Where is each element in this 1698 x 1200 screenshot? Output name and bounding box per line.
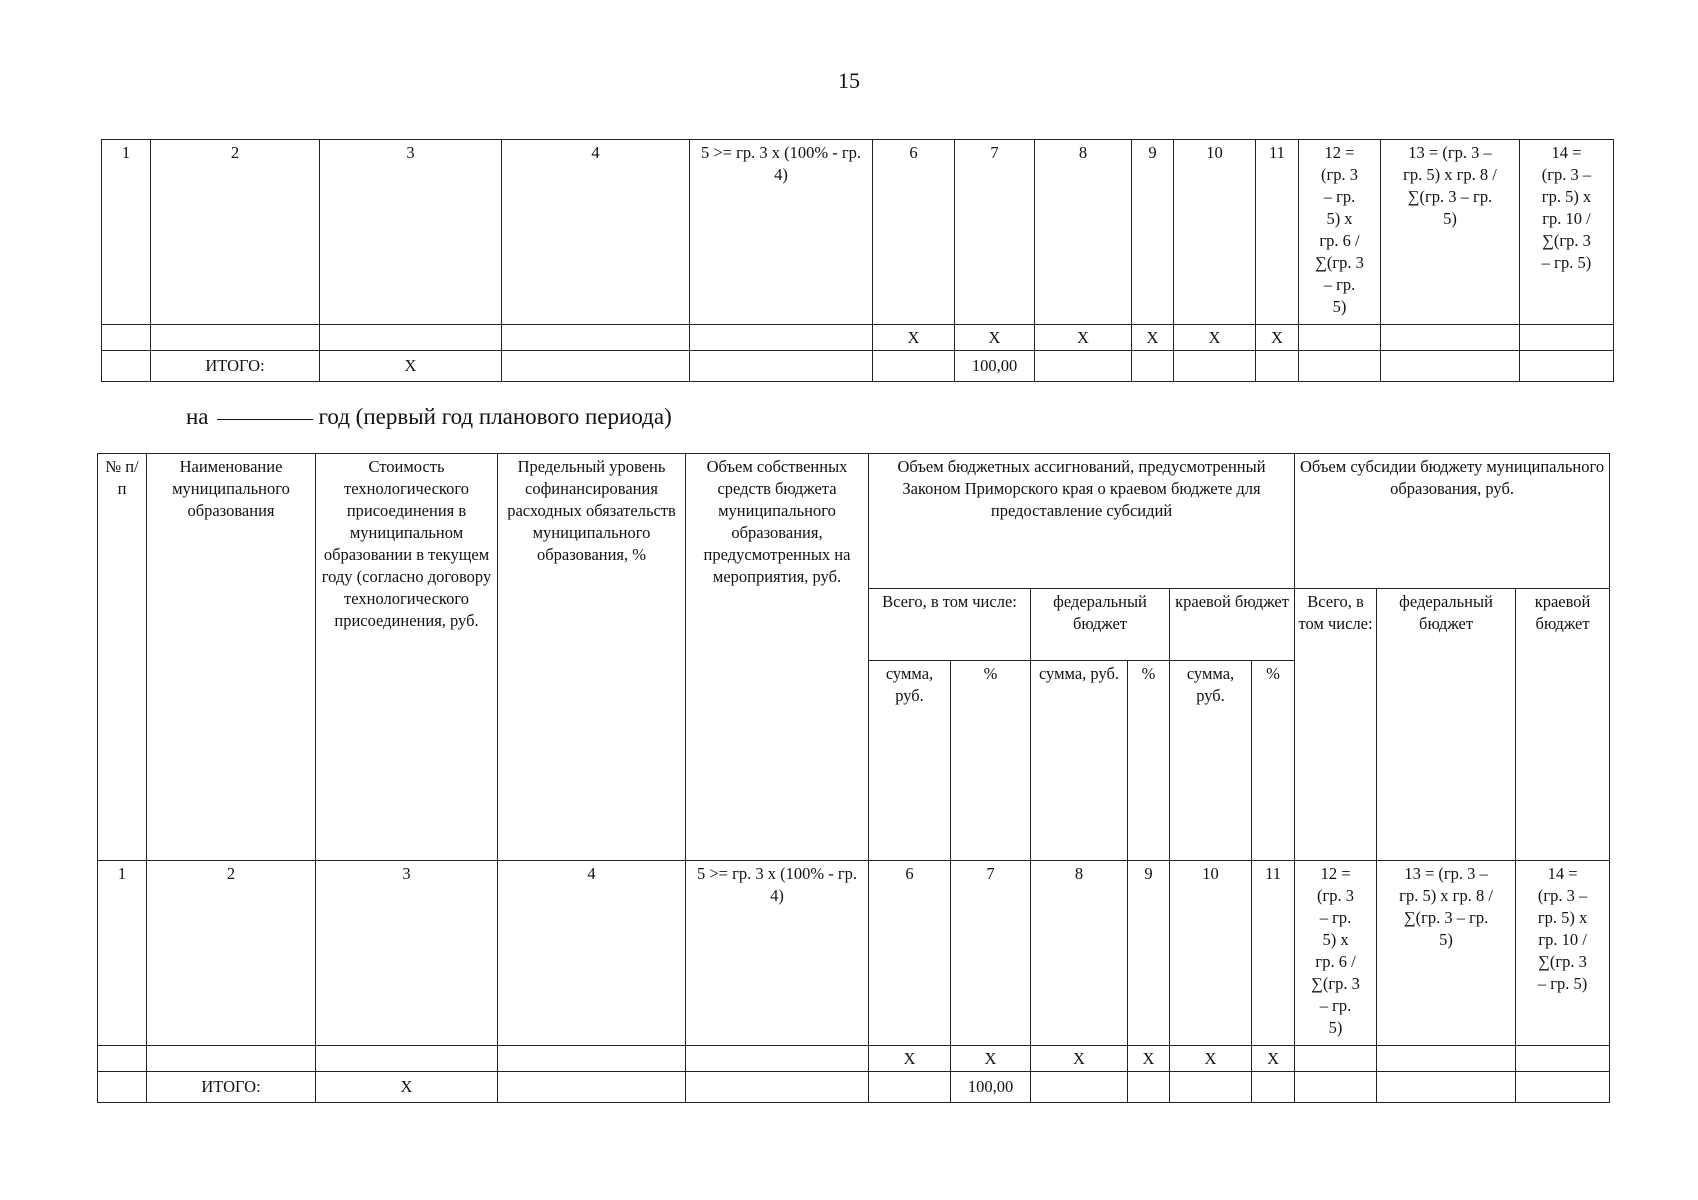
header-name: Наименование муниципального образования xyxy=(147,454,316,861)
x-mark: X xyxy=(1035,325,1132,351)
empty-cell xyxy=(1252,1072,1295,1103)
col-num-11: 11 xyxy=(1252,861,1295,1046)
empty-cell xyxy=(1377,1072,1516,1103)
header-regional: краевой бюджет xyxy=(1170,589,1295,661)
section-heading xyxy=(186,404,672,430)
empty-cell xyxy=(320,325,502,351)
empty-cell xyxy=(502,325,690,351)
col-num-7: 7 xyxy=(951,861,1031,1046)
x-mark: X xyxy=(1132,325,1174,351)
total-percent: 100,00 xyxy=(955,351,1035,382)
total-percent: 100,00 xyxy=(951,1072,1031,1103)
col-num-2: 2 xyxy=(147,861,316,1046)
empty-cell xyxy=(1295,1072,1377,1103)
col-num-3: 3 xyxy=(316,861,498,1046)
empty-cell xyxy=(873,351,955,382)
x-mark: X xyxy=(1252,1046,1295,1072)
x-mark: X xyxy=(1128,1046,1170,1072)
empty-cell xyxy=(498,1046,686,1072)
header-budget-group: Объем бюджетных ассигнований, предусмотренный Законом Приморского края о краевом бюджете для предоставление субсидий xyxy=(869,454,1295,589)
total-row xyxy=(98,1072,1610,1103)
header-sum-rub: сумма, руб. xyxy=(1031,661,1128,861)
header-num: № п/п xyxy=(98,454,147,861)
empty-cell xyxy=(1520,351,1614,382)
heading-suffix: год (первый год планового периода) xyxy=(318,404,672,429)
col-num-5: 5 >= гр. 3 x (100% - гр. 4) xyxy=(686,861,869,1046)
header-pct: % xyxy=(1128,661,1170,861)
empty-cell xyxy=(686,1046,869,1072)
col-num-9: 9 xyxy=(1132,140,1174,325)
total-row xyxy=(102,351,1614,382)
empty-cell xyxy=(1299,351,1381,382)
col-num-11: 11 xyxy=(1256,140,1299,325)
empty-cell xyxy=(1381,325,1520,351)
total-label: ИТОГО: xyxy=(147,1072,316,1103)
col-num-4: 4 xyxy=(502,140,690,325)
total-x-mark: X xyxy=(316,1072,498,1103)
total-label: ИТОГО: xyxy=(151,351,320,382)
empty-cell xyxy=(98,1046,147,1072)
empty-cell xyxy=(869,1072,951,1103)
table-continuation xyxy=(101,139,1614,382)
column-number-row xyxy=(102,140,1614,325)
empty-cell xyxy=(1031,1072,1128,1103)
col-formula-14: 14 = (гр. 3 – гр. 5) x гр. 10 / ∑(гр. 3 – гр. 5) xyxy=(1520,140,1614,325)
x-mark: X xyxy=(1170,1046,1252,1072)
col-num-9: 9 xyxy=(1128,861,1170,1046)
empty-cell xyxy=(690,325,873,351)
x-mark: X xyxy=(1256,325,1299,351)
col-num-2: 2 xyxy=(151,140,320,325)
empty-cell xyxy=(102,351,151,382)
year-blank xyxy=(217,419,313,420)
col-num-8: 8 xyxy=(1035,140,1132,325)
header-subsidy-regional: краевой бюджет xyxy=(1516,589,1610,861)
col-formula-14: 14 = (гр. 3 – гр. 5) x гр. 10 / ∑(гр. 3 – гр. 5) xyxy=(1516,861,1610,1046)
empty-cell xyxy=(1128,1072,1170,1103)
empty-cell xyxy=(1377,1046,1516,1072)
header-pct: % xyxy=(951,661,1031,861)
x-mark: X xyxy=(955,325,1035,351)
col-num-1: 1 xyxy=(102,140,151,325)
col-formula-13: 13 = (гр. 3 – гр. 5) x гр. 8 / ∑(гр. 3 – гр. 5) xyxy=(1381,140,1520,325)
col-num-10: 10 xyxy=(1174,140,1256,325)
column-number-row xyxy=(98,861,1610,1046)
empty-cell xyxy=(1299,325,1381,351)
header-subsidy-group: Объем субсидии бюджету муниципального образования, руб. xyxy=(1295,454,1610,589)
header-level: Предельный уровень софинансирования расходных обязательств муниципального образования, % xyxy=(498,454,686,861)
header-federal: федеральный бюджет xyxy=(1031,589,1170,661)
col-num-10: 10 xyxy=(1170,861,1252,1046)
empty-cell xyxy=(147,1046,316,1072)
empty-cell xyxy=(102,325,151,351)
empty-cell xyxy=(1256,351,1299,382)
col-num-5: 5 >= гр. 3 x (100% - гр. 4) xyxy=(690,140,873,325)
empty-cell xyxy=(502,351,690,382)
col-num-6: 6 xyxy=(873,140,955,325)
empty-cell xyxy=(686,1072,869,1103)
empty-cell xyxy=(1132,351,1174,382)
empty-cell xyxy=(1516,1046,1610,1072)
heading-prefix: на xyxy=(186,404,209,429)
col-formula-12: 12 = (гр. 3 – гр. 5) x гр. 6 / ∑(гр. 3 – гр. 5) xyxy=(1295,861,1377,1046)
col-num-4: 4 xyxy=(498,861,686,1046)
empty-cell xyxy=(1035,351,1132,382)
header-cost: Стоимость технологического присоединения в муниципальном образовании в текущем году (согласно договору технологического присоединения, руб. xyxy=(316,454,498,861)
x-mark: X xyxy=(951,1046,1031,1072)
header-total-incl: Всего, в том числе: xyxy=(869,589,1031,661)
header-sum-rub: сумма, руб. xyxy=(869,661,951,861)
empty-cell xyxy=(316,1046,498,1072)
empty-cell xyxy=(1174,351,1256,382)
empty-cell xyxy=(1170,1072,1252,1103)
header-subsidy-federal: федеральный бюджет xyxy=(1377,589,1516,861)
x-mark-row xyxy=(102,325,1614,351)
table-first-planning-year xyxy=(97,453,1610,1103)
empty-cell xyxy=(1295,1046,1377,1072)
col-num-6: 6 xyxy=(869,861,951,1046)
header-own-funds: Объем собственных средств бюджета муниципального образования, предусмотренных на мероприятия, руб. xyxy=(686,454,869,861)
x-mark-row xyxy=(98,1046,1610,1072)
header-pct: % xyxy=(1252,661,1295,861)
x-mark: X xyxy=(873,325,955,351)
x-mark: X xyxy=(1031,1046,1128,1072)
x-mark: X xyxy=(869,1046,951,1072)
x-mark: X xyxy=(1174,325,1256,351)
total-x-mark: X xyxy=(320,351,502,382)
col-formula-13: 13 = (гр. 3 – гр. 5) x гр. 8 / ∑(гр. 3 – гр. 5) xyxy=(1377,861,1516,1046)
col-formula-12: 12 = (гр. 3 – гр. 5) x гр. 6 / ∑(гр. 3 – гр. 5) xyxy=(1299,140,1381,325)
empty-cell xyxy=(1520,325,1614,351)
header-subsidy-total: Всего, в том числе: xyxy=(1295,589,1377,861)
empty-cell xyxy=(1516,1072,1610,1103)
header-sum-rub: сумма, руб. xyxy=(1170,661,1252,861)
empty-cell xyxy=(498,1072,686,1103)
empty-cell xyxy=(690,351,873,382)
empty-cell xyxy=(98,1072,147,1103)
page-number: 15 xyxy=(838,68,860,93)
col-num-7: 7 xyxy=(955,140,1035,325)
col-num-3: 3 xyxy=(320,140,502,325)
col-num-8: 8 xyxy=(1031,861,1128,1046)
empty-cell xyxy=(1381,351,1520,382)
col-num-1: 1 xyxy=(98,861,147,1046)
empty-cell xyxy=(151,325,320,351)
